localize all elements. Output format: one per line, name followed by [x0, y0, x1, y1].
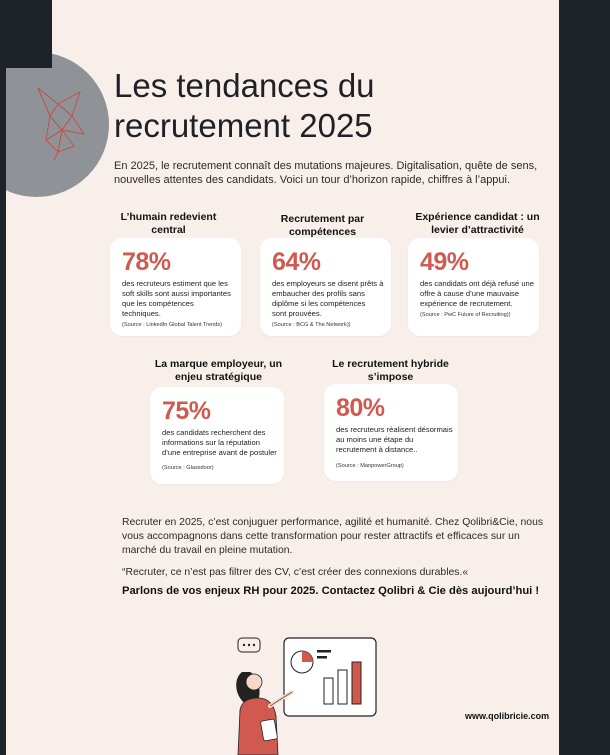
stat-percent: 80% [336, 394, 385, 422]
stat-description: des candidats ont déjà refusé une offre à cause d’une mauvaise expérience de recrutement. [420, 279, 534, 308]
stat-percent: 49% [420, 248, 469, 276]
stat-source: (Source : LinkedIn Global Talent Trends) [122, 322, 223, 328]
website-url[interactable]: www.qolibricie.com [465, 711, 550, 721]
quote-text: “Recruter, ce n’est pas filtrer des CV, c’est créer des connexions durables.« [122, 567, 469, 578]
stat-card-hybrid-recruitment [324, 384, 458, 481]
stat-source: (Source : Glassdoor) [162, 465, 214, 471]
stat-card-soft-skills [110, 238, 241, 336]
title-line-1: Les tendances du [114, 67, 375, 104]
card-5-heading: Le recrutement hybride s’impose [332, 358, 449, 383]
stat-description: des recruteurs estiment que les soft skills sont aussi importantes que les compétences techniques. [122, 279, 231, 318]
stat-card-competences [260, 238, 391, 336]
card-4-heading: La marque employeur, un enjeu stratégique [154, 358, 283, 383]
conclusion-paragraph: Recruter en 2025, c’est conjuguer performance, agilité et humanité. Chez Qolibri&Cie, nous vous accompagnons dans cette transformation pour rester attractifs et efficaces sur un marché du travail en pleine mutation. [122, 517, 544, 556]
card-3-heading: Expérience candidat : un levier d’attractivité [415, 211, 540, 236]
stat-percent: 64% [272, 248, 321, 276]
call-to-action: Parlons de vos enjeux RH pour 2025. Contactez Qolibri & Cie dès aujourd’hui ! [122, 585, 540, 597]
infographic-page [6, 0, 559, 755]
stat-source: (Source : ManpowerGroup) [336, 463, 404, 469]
page-title [114, 66, 375, 146]
stat-description: des recruteurs réalisent désormais au moins une étape du recrutement à distance.. [336, 425, 453, 454]
stat-source: (Source : BCG & The Network)) [272, 322, 351, 328]
geometric-bird-logo-icon [28, 82, 90, 162]
presenter-with-chart-illustration [228, 632, 378, 755]
card-1-heading: L’humain redevient central [120, 211, 217, 236]
stat-percent: 75% [162, 397, 211, 425]
stat-card-candidate-experience [408, 238, 539, 336]
dark-corner-top-left [6, 0, 52, 68]
title-line-2: recrutement 2025 [114, 107, 373, 144]
stat-source: (Source : PwC Future of Recruiting)) [420, 312, 511, 318]
intro-paragraph: En 2025, le recrutement connaît des mutations majeures. Digitalisation, quête de sens, nouvelles attentes des candidats. Voici un tour d’horizon rapide, chiffres à l’appui. [114, 160, 538, 186]
stat-description: des employeurs se disent prêts à embaucher des profils sans diplôme si les compétences sont prouvées. [272, 279, 384, 318]
stat-card-employer-brand [150, 387, 284, 484]
stat-description: des candidats recherchent des informations sur la réputation d’une entreprise avant de postuler [162, 428, 277, 457]
card-2-heading: Recrutement par compétences [280, 213, 365, 238]
dark-margin-right [559, 0, 610, 755]
stat-percent: 78% [122, 248, 171, 276]
